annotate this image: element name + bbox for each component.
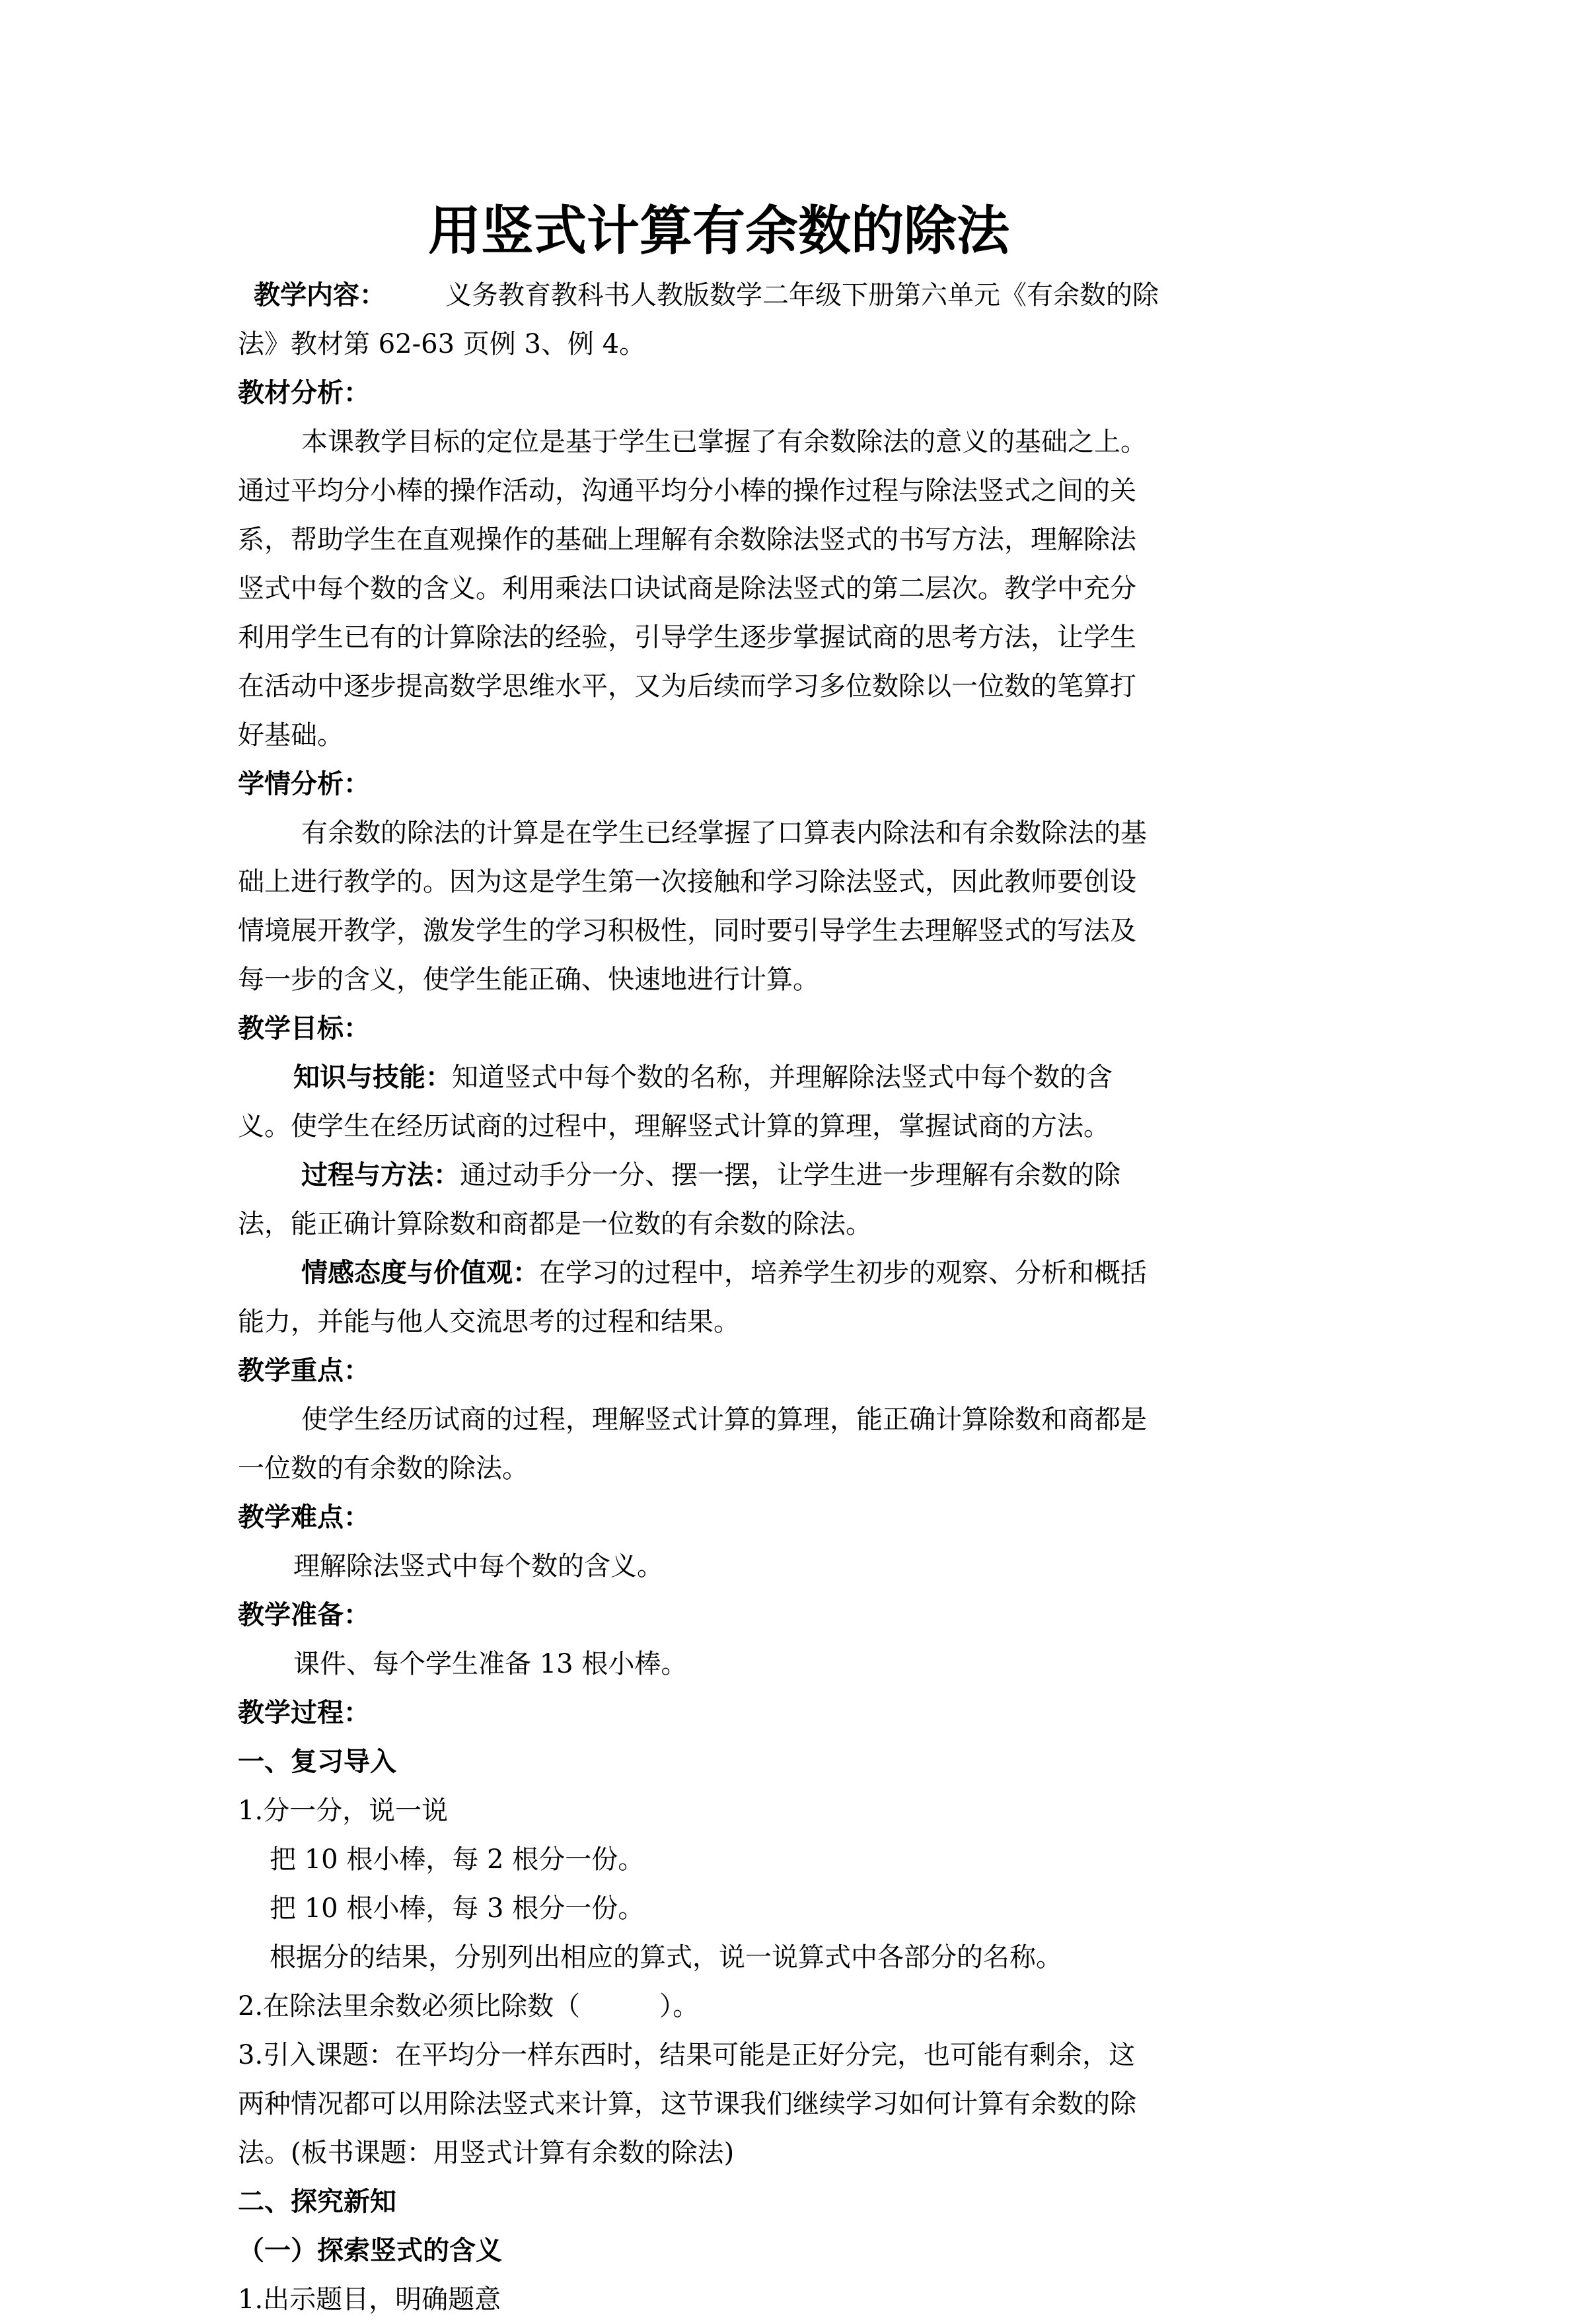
page-title: 用竖式计算有余数的除法 (428, 200, 1009, 262)
content-text-1: 义务教育教科书人教版数学二年级下册第六单元《有余数的除 (445, 280, 1159, 310)
goals-heading: 教学目标： (238, 1013, 370, 1044)
analysis-line: 在活动中逐步提高数学思维水平，又为后续而学习多位数除以一位数的笔算打 (238, 671, 1136, 702)
difficulty-line: 理解除法竖式中每个数的含义。 (293, 1551, 663, 1581)
student-line: 础上进行教学的。因为这是学生第一次接触和学习除法竖式，因此教师要创设 (238, 867, 1136, 897)
s1-item1: 1.分一分，说一说 (238, 1796, 449, 1826)
difficulty-heading: 教学难点： (238, 1502, 370, 1533)
analysis-line: 好基础。 (238, 720, 344, 750)
content-line-1 (238, 271, 1348, 320)
analysis-line: 系，帮助学生在直观操作的基础上理解有余数除法竖式的书写方法，理解除法 (238, 525, 1136, 555)
analysis-line: 通过平均分小棒的操作活动，沟通平均分小棒的操作过程与除法竖式之间的关 (238, 476, 1136, 506)
goal-emotion-label: 情感态度与价值观： (301, 1258, 539, 1288)
goal-knowledge-text: 知道竖式中每个数的名称，并理解除法竖式中每个数的含 (452, 1062, 1113, 1093)
analysis-heading: 教材分析： (238, 378, 370, 408)
student-line: 有余数的除法的计算是在学生已经掌握了口算表内除法和有余数除法的基 (301, 818, 1147, 848)
s1-item2: 2.在除法里余数必须比除数（ ）。 (238, 1991, 700, 2021)
goal-process-line-1 (238, 1151, 1348, 1200)
goal-knowledge-line-2: 义。使学生在经历试商的过程中，理解竖式计算的算理，掌握试商的方法。 (238, 1111, 1110, 1142)
goal-knowledge-line-1 (238, 1053, 1348, 1102)
s1-item3-line: 法。(板书课题：用竖式计算有余数的除法) (238, 2138, 735, 2168)
focus-heading: 教学重点： (238, 1356, 370, 1386)
goal-process-line-2: 法，能正确计算除数和商都是一位数的有余数的除法。 (238, 1209, 872, 1239)
analysis-line: 竖式中每个数的含义。利用乘法口诀试商是除法竖式的第二层次。教学中充分 (238, 573, 1136, 604)
document-content (238, 192, 1348, 2324)
prep-line: 课件、每个学生准备 13 根小棒。 (293, 1649, 688, 1679)
section2-subheading: （一）探索竖式的含义 (238, 2235, 502, 2266)
goal-emotion-line-2: 能力，并能与他人交流思考的过程和结果。 (238, 1307, 740, 1337)
section1-heading: 一、复习导入 (238, 1747, 396, 1777)
analysis-line: 利用学生已有的计算除法的经验，引导学生逐步掌握试商的思考方法，让学生 (238, 622, 1136, 653)
prep-heading: 教学准备： (238, 1600, 370, 1630)
focus-line: 使学生经历试商的过程，理解竖式计算的算理，能正确计算除数和商都是 (301, 1404, 1147, 1435)
focus-line: 一位数的有余数的除法。 (238, 1453, 529, 1484)
goal-emotion-text: 在学习的过程中，培养学生初步的观察、分析和概括 (539, 1258, 1147, 1288)
s1-item3-line: 两种情况都可以用除法竖式来计算，这节课我们继续学习如何计算有余数的除 (238, 2089, 1136, 2119)
process-heading: 教学过程： (238, 1698, 370, 1728)
student-line: 情境展开教学，激发学生的学习积极性，同时要引导学生去理解竖式的写法及 (238, 916, 1136, 946)
analysis-line: 本课教学目标的定位是基于学生已掌握了有余数除法的意义的基础之上。 (301, 427, 1147, 457)
s1-item1-b: 把 10 根小棒，每 3 根分一份。 (270, 1893, 645, 1924)
s1-item1-c: 根据分的结果，分别列出相应的算式，说一说算式中各部分的名称。 (270, 1942, 1062, 1973)
s2-item1: 1.出示题目，明确题意 (238, 2284, 501, 2315)
s1-item1-a: 把 10 根小棒，每 2 根分一份。 (270, 1844, 645, 1875)
goal-knowledge-label: 知识与技能： (293, 1062, 452, 1093)
section2-heading: 二、探究新知 (238, 2187, 396, 2217)
goal-process-text: 通过动手分一分、摆一摆，让学生进一步理解有余数的除 (460, 1160, 1120, 1190)
student-line: 每一步的含义，使学生能正确、快速地进行计算。 (238, 964, 819, 995)
s1-item3-line: 3.引入课题：在平均分一样东西时，结果可能是正好分完，也可能有剩余，这 (238, 2040, 1136, 2070)
goal-process-label: 过程与方法： (301, 1160, 460, 1190)
content-line-2: 法》教材第 62-63 页例 3、例 4。 (238, 329, 646, 359)
student-heading: 学情分析： (238, 769, 370, 799)
goal-emotion-line-1 (238, 1249, 1348, 1297)
content-label: 教学内容： (254, 280, 386, 310)
